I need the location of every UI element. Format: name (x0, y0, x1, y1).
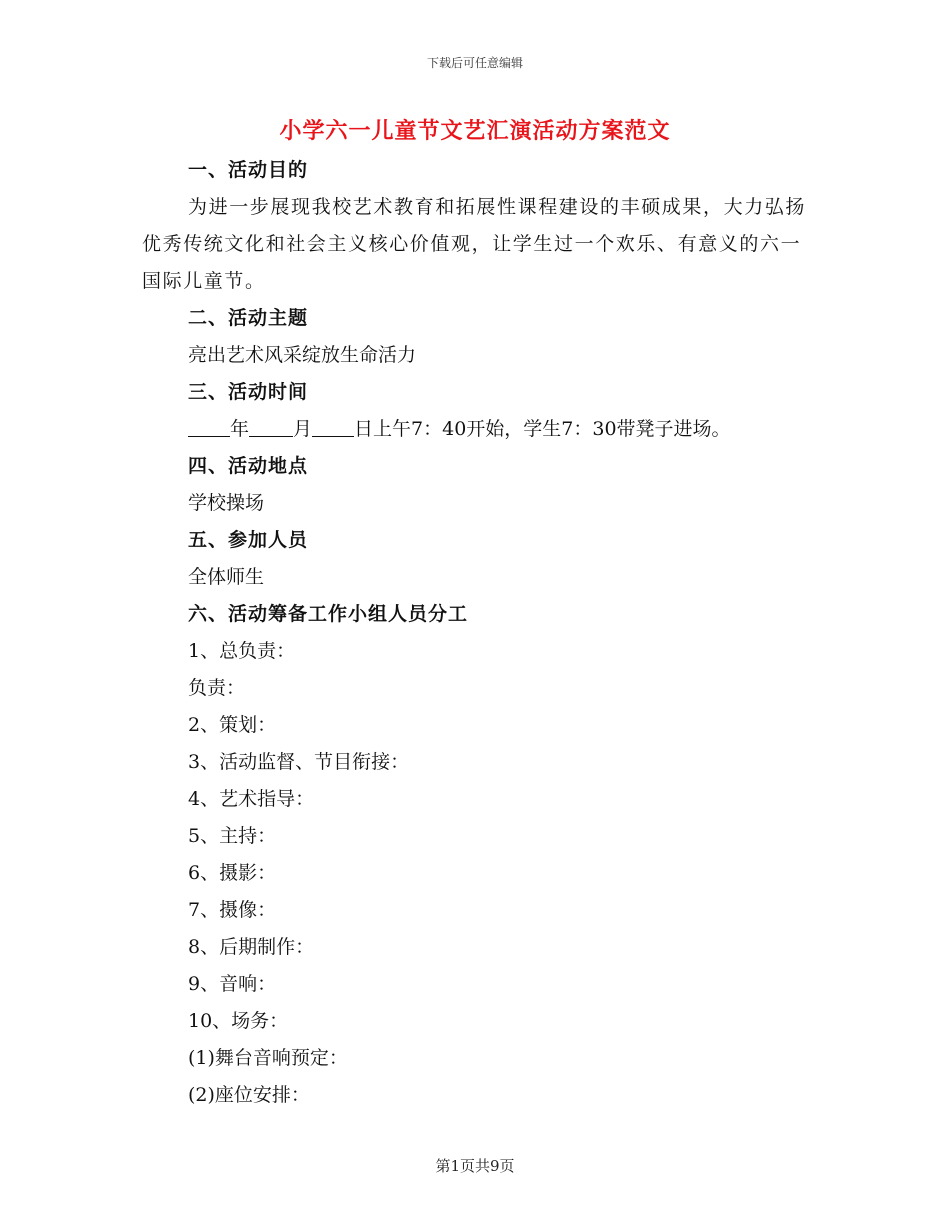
list-item: 9、音响： (188, 973, 277, 995)
list-item: 5、主持： (188, 825, 277, 847)
section-text-location: 学校操场 (188, 492, 265, 514)
section-text-theme: 亮出艺术风采绽放生命活力 (188, 344, 417, 366)
blank-day (312, 416, 354, 437)
list-item: 2、策划： (188, 714, 277, 736)
time-detail: 日上午7：40开始，学生7：30带凳子进场。 (354, 418, 731, 440)
list-item: 3、活动监督、节目衔接： (188, 751, 410, 773)
list-item: (1)舞台音响预定： (188, 1047, 348, 1069)
list-item: (2)座位安排： (188, 1084, 310, 1106)
section-heading-purpose: 一、活动目的 (188, 159, 309, 181)
label-month: 月 (293, 418, 313, 440)
header-note: 下载后可任意编辑 (426, 56, 523, 70)
label-year: 年 (230, 418, 250, 440)
section-heading-participants: 五、参加人员 (188, 529, 309, 551)
list-item: 负责： (188, 677, 246, 699)
document-title: 小学六一儿童节文艺汇演活动方案范文 (279, 119, 671, 144)
section-text-purpose: 为进一步展现我校艺术教育和拓展性课程建设的丰硕成果，大力弘扬优秀传统文化和社会主义核心价值观，让学生过一个欢乐、有意义的六一国际儿童节。 (142, 196, 807, 292)
list-item: 1、总负责： (188, 640, 296, 662)
section-heading-location: 四、活动地点 (188, 455, 309, 477)
list-item: 6、摄影： (188, 862, 277, 884)
page-number: 第1页共9页 (435, 1157, 515, 1175)
list-item: 7、摄像： (188, 899, 277, 921)
blank-month (249, 416, 293, 437)
document-body (142, 152, 807, 1114)
section-heading-division: 六、活动筹备工作小组人员分工 (188, 603, 469, 625)
section-heading-time: 三、活动时间 (188, 381, 309, 403)
list-item: 4、艺术指导： (188, 788, 315, 810)
section-heading-theme: 二、活动主题 (188, 307, 309, 329)
list-item: 10、场务： (188, 1010, 289, 1032)
section-text-participants: 全体师生 (188, 566, 265, 588)
blank-year (188, 416, 230, 437)
section-text-time (142, 411, 807, 448)
list-item: 8、后期制作： (188, 936, 315, 958)
